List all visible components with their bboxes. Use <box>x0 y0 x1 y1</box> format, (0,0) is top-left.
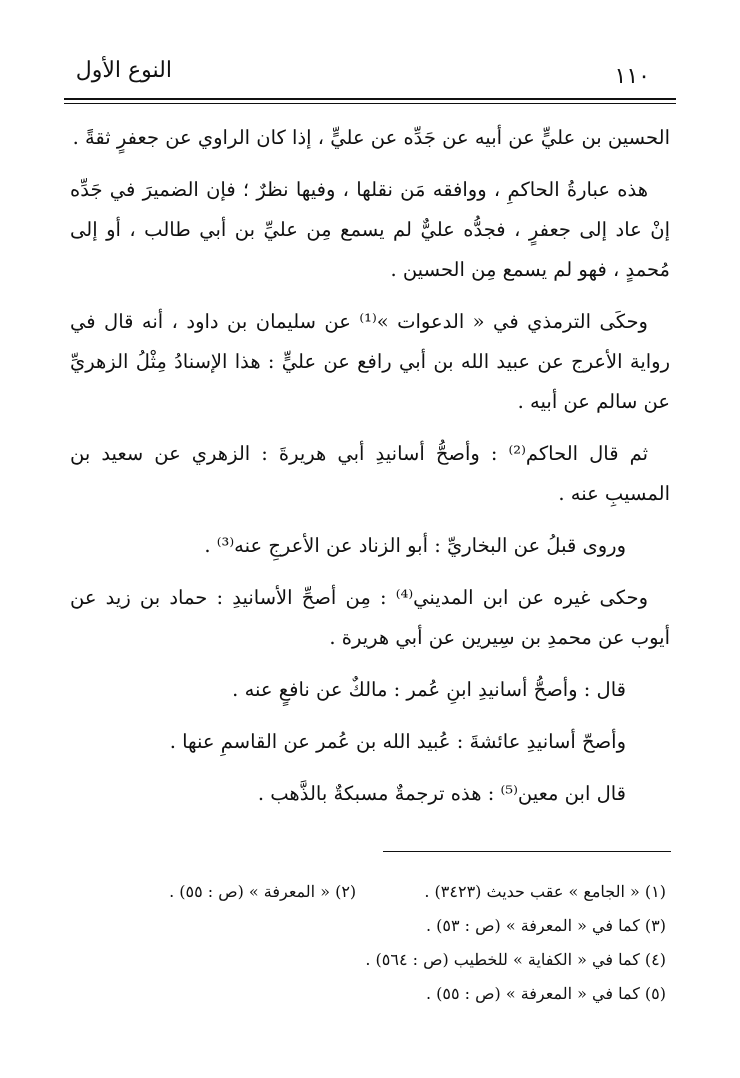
page-number: ١١٠ <box>614 64 650 89</box>
paragraph-3: وحكَى الترمذي في « الدعوات »⁽¹⁾ عن سليمان بن داود ، أنه قال في رواية الأعرج عن عبيد الله بن أبي رافع عن عليٍّ : هذا الإسنادُ مِثْلُ الزهريِّ عن سالم عن أبيه . <box>70 310 670 413</box>
paragraph-7: قال : وأصحُّ أسانيدِ ابنِ عُمر : مالكٌ عن نافعٍ عنه . <box>232 678 626 701</box>
paragraph-5: وروى قبلُ عن البخاريِّ : أبو الزناد عن الأعرجِ عنه⁽³⁾ . <box>204 534 626 557</box>
paragraph-6: وحكى غيره عن ابن المديني⁽⁴⁾ : مِن أصحِّ الأسانيدِ : حماد بن زيد عن أيوب عن محمدِ بن سِيرين عن أبي هريرة . <box>70 586 670 649</box>
paragraph-8: وأصحّ أسانيدِ عائشةَ : عُبيد الله بن عُمر عن القاسمِ عنها . <box>169 730 626 753</box>
footnote-1: (١) « الجامع » عقب حديث (٣٤٢٣) . <box>424 882 666 901</box>
paragraph-2: هذه عبارةُ الحاكمِ ، ووافقه مَن نقلها ، وفيها نظرٌ ؛ فإن الضميرَ في جَدِّه إنْ عاد إلى جعفرٍ ، فجدُّه عليٌّ لم يسمع مِن عليِّ بن أبي طالب ، أو إلى مُحمدٍ ، فهو لم يسمع مِن الحسين . <box>70 178 670 281</box>
paragraph-1: الحسين بن عليٍّ عن أبيه عن جَدِّه عن عليٍّ ، إذا كان الراوي عن جعفرٍ ثقةً . <box>72 126 670 149</box>
footnote-2: (٢) « المعرفة » (ص : ٥٥) . <box>169 882 357 901</box>
footnote-separator <box>383 851 671 852</box>
main-text <box>70 118 670 826</box>
header-rule-thick <box>64 98 676 100</box>
paragraph-9: قال ابن معين⁽⁵⁾ : هذه ترجمةٌ مسبكةٌ بالذَّهب . <box>257 782 626 805</box>
footnotes <box>70 875 670 1011</box>
footnote-3: (٣) كما في « المعرفة » (ص : ٥٣) . <box>425 916 666 935</box>
header-rule-thin <box>64 103 676 104</box>
running-header-title: النوع الأول <box>75 58 172 83</box>
footnote-4: (٤) كما في « الكفاية » للخطيب (ص : ٥٦٤) . <box>365 950 666 969</box>
footnote-row-1 <box>70 875 670 909</box>
footnote-5: (٥) كما في « المعرفة » (ص : ٥٥) . <box>425 984 666 1003</box>
paragraph-4: ثم قال الحاكم⁽²⁾ : وأصحُّ أسانيدِ أبي هريرةَ : الزهري عن سعيد بن المسيبِ عنه . <box>70 442 670 505</box>
